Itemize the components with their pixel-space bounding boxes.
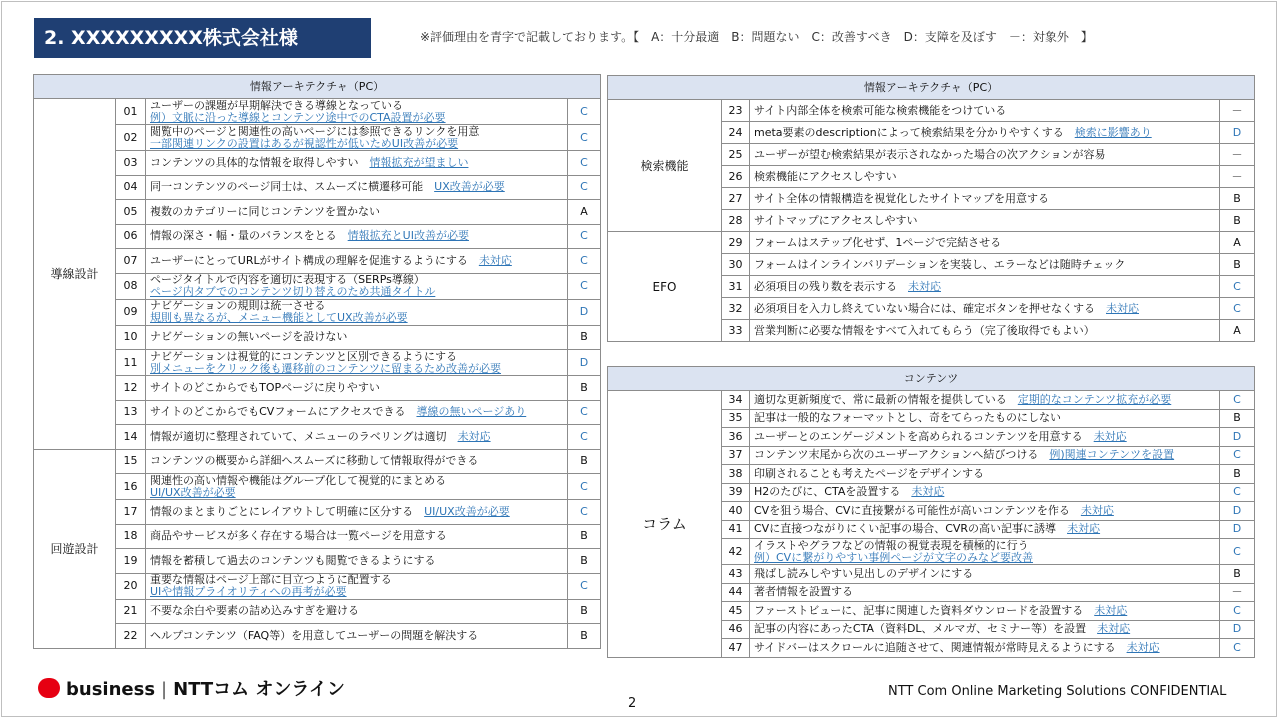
item-text: ユーザーが望む検索結果が表示されなかった場合の次アクションが容易 xyxy=(754,147,1106,161)
item-text-cell xyxy=(750,639,1220,658)
grade-cell: C xyxy=(1220,446,1255,465)
table-row xyxy=(34,99,601,125)
grade-cell: C xyxy=(1220,602,1255,621)
item-number: 05 xyxy=(116,200,146,225)
item-number: 34 xyxy=(722,391,750,410)
item-text: H2のたびに、CTAを設置する xyxy=(754,485,901,499)
item-text-cell xyxy=(146,99,568,125)
item-text-cell xyxy=(146,449,568,474)
evaluation-comment: 未対応 xyxy=(911,485,945,499)
grade-cell: D xyxy=(568,299,601,325)
item-text-cell xyxy=(750,602,1220,621)
item-text-cell xyxy=(750,188,1220,210)
item-text-cell xyxy=(146,125,568,151)
evaluation-comment: 未対応 xyxy=(1080,503,1114,517)
category-label: 導線設計 xyxy=(34,99,116,450)
item-text: サイトマップにアクセスしやすい xyxy=(754,213,918,227)
grade-cell: C xyxy=(568,175,601,200)
item-text-cell xyxy=(750,520,1220,539)
item-text: ユーザーにとってURLがサイト構成の理解を促進するようにする xyxy=(150,253,468,267)
table-row xyxy=(608,232,1255,254)
item-text-cell xyxy=(750,276,1220,298)
item-text-cell xyxy=(146,549,568,574)
evaluation-comment: 未対応 xyxy=(457,429,491,443)
grade-cell: C xyxy=(568,224,601,249)
table-header: 情報アーキテクチャ（PC） xyxy=(34,75,601,99)
grade-cell: C xyxy=(1220,298,1255,320)
item-text-cell xyxy=(750,166,1220,188)
logo-mark-icon xyxy=(38,678,60,698)
item-text-cell xyxy=(146,376,568,401)
item-text-cell xyxy=(750,502,1220,521)
item-number: 09 xyxy=(116,299,146,325)
item-text-cell xyxy=(146,249,568,274)
evaluation-comment: 未対応 xyxy=(1067,522,1101,536)
item-text-cell xyxy=(750,320,1220,342)
evaluation-comment: 例)関連コンテンツを設置 xyxy=(1049,448,1175,462)
grade-cell: B xyxy=(1220,188,1255,210)
item-text-cell xyxy=(146,350,568,376)
evaluation-comment: 情報拡充が望ましい xyxy=(369,155,469,169)
table-row xyxy=(34,376,601,401)
item-text: サイトのどこからでもTOPページに戻りやすい xyxy=(150,380,380,394)
table-row xyxy=(34,524,601,549)
item-text: コンテンツの概要から詳細へスムーズに移動して情報取得ができる xyxy=(150,454,479,468)
right-bottom-evaluation-table xyxy=(607,366,1255,658)
page-number: 2 xyxy=(628,696,637,711)
item-text-cell xyxy=(146,175,568,200)
item-text: CVに直接つながりにくい記事の場合、CVRの高い記事に誘導 xyxy=(754,522,1057,536)
item-text: コンテンツの具体的な情報を取得しやすい xyxy=(150,155,359,169)
item-text: 印刷されることも考えたページをデザインする xyxy=(754,466,985,480)
grade-cell: B xyxy=(1220,254,1255,276)
item-text-cell xyxy=(750,465,1220,484)
item-text: コンテンツ末尾から次のユーザーアクションへ結びつける xyxy=(754,448,1039,462)
table-row xyxy=(34,350,601,376)
item-number: 46 xyxy=(722,620,750,639)
evaluation-comment: UI/UX改善が必要 xyxy=(150,485,236,499)
evaluation-comment: 未対応 xyxy=(1126,640,1160,654)
item-number: 31 xyxy=(722,276,750,298)
grade-cell: D xyxy=(568,350,601,376)
evaluation-comment: 別メニューをクリック後も遷移前のコンテンツに留まるため改善が必要 xyxy=(150,361,502,375)
evaluation-comment: 例）CVに繋がりやすい事例ページが文字のみなど要改善 xyxy=(754,550,1033,564)
grade-cell: C xyxy=(1220,639,1255,658)
item-text-cell xyxy=(146,500,568,525)
table-row xyxy=(34,200,601,225)
table-header-row xyxy=(34,75,601,99)
item-number: 14 xyxy=(116,425,146,450)
item-text-cell xyxy=(146,200,568,225)
item-text-cell xyxy=(750,210,1220,232)
item-number: 01 xyxy=(116,99,146,125)
item-number: 13 xyxy=(116,400,146,425)
item-number: 23 xyxy=(722,100,750,122)
item-number: 25 xyxy=(722,144,750,166)
item-number: 24 xyxy=(722,122,750,144)
item-text-cell xyxy=(146,224,568,249)
item-number: 21 xyxy=(116,599,146,624)
item-text: ナビゲーションの無いページを設けない xyxy=(150,330,348,344)
grade-cell: B xyxy=(568,599,601,624)
grade-cell: B xyxy=(568,325,601,350)
item-number: 35 xyxy=(722,409,750,428)
evaluation-comment: UI/UX改善が必要 xyxy=(424,504,510,518)
item-text-cell xyxy=(750,122,1220,144)
item-number: 15 xyxy=(116,449,146,474)
item-text: 著者情報を設置する xyxy=(754,585,853,599)
item-text: 記事は一般的なフォーマットとし、奇をてらったものにしない xyxy=(754,411,1062,425)
grade-cell: C xyxy=(568,573,601,599)
item-number: 07 xyxy=(116,249,146,274)
logo-sub: NTTコム オンライン xyxy=(173,679,345,700)
table-row xyxy=(34,224,601,249)
item-text-cell xyxy=(750,100,1220,122)
item-number: 10 xyxy=(116,325,146,350)
item-text: 閲覧中のページと関連性の高いページには参照できるリンクを用意 xyxy=(150,124,480,138)
item-text-cell xyxy=(750,232,1220,254)
item-number: 30 xyxy=(722,254,750,276)
grade-cell: B xyxy=(1220,565,1255,584)
item-text-cell xyxy=(750,483,1220,502)
grade-cell: C xyxy=(568,400,601,425)
evaluation-comment: 定期的なコンテンツ拡充が必要 xyxy=(1017,392,1172,406)
item-text: ナビゲーションの規則は統一させる xyxy=(150,299,326,312)
item-number: 42 xyxy=(722,539,750,565)
item-text: ファーストビューに、記事に関連した資料ダウンロードを設置する xyxy=(754,603,1084,617)
item-text: サイドバーはスクロールに追随させて、関連情報が常時見えるようにする xyxy=(754,640,1116,654)
item-number: 04 xyxy=(116,175,146,200)
grade-cell: C xyxy=(568,125,601,151)
item-text-cell xyxy=(146,573,568,599)
item-number: 02 xyxy=(116,125,146,151)
item-number: 45 xyxy=(722,602,750,621)
grade-cell: C xyxy=(568,500,601,525)
item-text: 同一コンテンツのページ同士は、スムーズに横遷移可能 xyxy=(150,180,424,194)
item-text-cell xyxy=(750,583,1220,602)
company-logo: business | NTTコム オンライン xyxy=(38,675,345,701)
item-text-cell xyxy=(146,624,568,649)
grade-cell: D xyxy=(1220,428,1255,447)
table-row xyxy=(34,400,601,425)
item-text: フォームはインラインバリデーションを実装し、エラーなどは随時チェック xyxy=(754,257,1126,271)
item-text: 必須項目を入力し終えていない場合には、確定ボタンを押せなくする xyxy=(754,301,1095,315)
item-text: 不要な余白や要素の詰め込みすぎを避ける xyxy=(150,604,359,618)
item-text: 情報の深さ・幅・量のバランスをとる xyxy=(150,229,337,243)
grade-cell: C xyxy=(1220,391,1255,410)
evaluation-comment: 未対応 xyxy=(1106,301,1139,315)
table-row xyxy=(34,325,601,350)
evaluation-comment: 未対応 xyxy=(1093,429,1127,443)
grade-cell: C xyxy=(568,151,601,176)
item-text-cell xyxy=(146,299,568,325)
grade-cell: － xyxy=(1220,166,1255,188)
table-row xyxy=(34,449,601,474)
item-text-cell xyxy=(146,325,568,350)
grade-cell: C xyxy=(568,474,601,500)
right-top-evaluation-table xyxy=(607,75,1255,342)
item-text-cell xyxy=(146,524,568,549)
table-row xyxy=(34,474,601,500)
item-number: 19 xyxy=(116,549,146,574)
item-number: 43 xyxy=(722,565,750,584)
item-text-cell xyxy=(750,298,1220,320)
grade-cell: D xyxy=(1220,122,1255,144)
item-number: 47 xyxy=(722,639,750,658)
item-number: 33 xyxy=(722,320,750,342)
item-number: 38 xyxy=(722,465,750,484)
item-number: 03 xyxy=(116,151,146,176)
item-text: 商品やサービスが多く存在する場合は一覧ページを用意する xyxy=(150,529,447,543)
item-number: 40 xyxy=(722,502,750,521)
evaluation-comment: 一部関連リンクの設置はあるが視認性が低いためUI改善が必要 xyxy=(150,136,459,150)
table-row xyxy=(34,175,601,200)
item-number: 44 xyxy=(722,583,750,602)
item-text-cell xyxy=(146,599,568,624)
item-number: 06 xyxy=(116,224,146,249)
item-text: ナビゲーションは視覚的にコンテンツと区別できるようにする xyxy=(150,349,458,363)
item-text: ページタイトルで内容を適切に表現する（SERPs導線） xyxy=(150,273,425,286)
table-row xyxy=(34,299,601,325)
item-text-cell xyxy=(146,273,568,299)
item-text-cell xyxy=(146,425,568,450)
evaluation-comment: 導線の無いページあり xyxy=(416,405,527,419)
grade-cell: B xyxy=(568,549,601,574)
grade-cell: C xyxy=(568,99,601,125)
grade-cell: B xyxy=(1220,465,1255,484)
item-text-cell xyxy=(146,151,568,176)
table-row xyxy=(34,599,601,624)
item-text-cell xyxy=(750,409,1220,428)
evaluation-comment: 検索に影響あり xyxy=(1074,125,1152,139)
evaluation-comment: 例）文脈に沿った導線とコンテンツ途中でのCTA設置が必要 xyxy=(150,110,446,124)
table-row xyxy=(34,425,601,450)
grade-cell: C xyxy=(568,273,601,299)
grade-cell: A xyxy=(1220,320,1255,342)
table-row xyxy=(34,549,601,574)
grade-cell: A xyxy=(568,200,601,225)
evaluation-comment: ページ内タブでのコンテンツ切り替えのため共通タイトル xyxy=(150,285,436,298)
grade-cell: C xyxy=(568,425,601,450)
grade-cell: B xyxy=(1220,409,1255,428)
evaluation-comment: 情報拡充とUI改善が必要 xyxy=(347,229,469,243)
category-label: EFO xyxy=(608,232,722,342)
grade-cell: B xyxy=(568,524,601,549)
item-text: CVを狙う場合、CVに直接繋がる可能性が高いコンテンツを作る xyxy=(754,503,1070,517)
item-text: 飛ばし読みしやすい見出しのデザインにする xyxy=(754,566,974,580)
grade-cell: D xyxy=(1220,620,1255,639)
table-row xyxy=(608,100,1255,122)
item-number: 11 xyxy=(116,350,146,376)
item-text: サイト全体の情報構造を視覚化したサイトマップを用意する xyxy=(754,191,1050,205)
category-label: コラム xyxy=(608,391,722,658)
item-text: 営業判断に必要な情報をすべて入れてもらう（完了後取得でもよい） xyxy=(754,323,1095,337)
item-number: 16 xyxy=(116,474,146,500)
left-evaluation-table xyxy=(33,74,601,649)
evaluation-comment: 未対応 xyxy=(478,253,512,267)
item-text: ヘルプコンテンツ（FAQ等）を用意してユーザーの問題を解決する xyxy=(150,628,479,642)
evaluation-comment: UIや情報プライオリティへの再考が必要 xyxy=(150,585,347,598)
item-text: 情報が適切に整理されていて、メニューのラベリングは適切 xyxy=(150,429,447,443)
category-label: 検索機能 xyxy=(608,100,722,232)
item-text: サイト内部全体を検索可能な検索機能をつけている xyxy=(754,103,1007,117)
grade-cell: B xyxy=(568,376,601,401)
evaluation-comment: 未対応 xyxy=(908,279,941,293)
item-text-cell xyxy=(750,391,1220,410)
table-header-row xyxy=(608,76,1255,100)
item-text-cell xyxy=(146,474,568,500)
grade-cell: B xyxy=(1220,210,1255,232)
table-row xyxy=(34,573,601,599)
item-number: 32 xyxy=(722,298,750,320)
item-text: 重要な情報はページ上部に目立つように配置する xyxy=(150,573,392,586)
grade-cell: C xyxy=(1220,539,1255,565)
table-header: 情報アーキテクチャ（PC） xyxy=(608,76,1255,100)
item-text-cell xyxy=(750,428,1220,447)
item-text: 関連性の高い情報や機能はグループ化して視覚的にまとめる xyxy=(150,473,447,487)
item-text: 情報のまとまりごとにレイアウトして明確に区分する xyxy=(150,504,414,518)
item-number: 22 xyxy=(116,624,146,649)
item-text-cell xyxy=(750,565,1220,584)
grade-cell: A xyxy=(1220,232,1255,254)
page-title: 2. XXXXXXXXX株式会社様 xyxy=(34,18,371,58)
item-text: サイトのどこからでもCVフォームにアクセスできる xyxy=(150,405,406,419)
logo-word: business xyxy=(66,679,156,700)
confidential-notice: NTT Com Online Marketing Solutions CONFIDENTIAL xyxy=(888,684,1227,699)
item-number: 29 xyxy=(722,232,750,254)
grade-cell: － xyxy=(1220,583,1255,602)
item-number: 08 xyxy=(116,273,146,299)
item-number: 20 xyxy=(116,573,146,599)
item-number: 18 xyxy=(116,524,146,549)
item-text-cell xyxy=(750,144,1220,166)
item-text-cell xyxy=(146,400,568,425)
table-header-row xyxy=(608,367,1255,391)
evaluation-comment: UX改善が必要 xyxy=(434,180,505,194)
table-row xyxy=(34,249,601,274)
item-text-cell xyxy=(750,254,1220,276)
item-number: 26 xyxy=(722,166,750,188)
item-number: 39 xyxy=(722,483,750,502)
grade-cell: － xyxy=(1220,100,1255,122)
item-text-cell xyxy=(750,539,1220,565)
table-row xyxy=(34,125,601,151)
grade-legend: ※評価理由を青字で記載しております。【 A：十分最適 B：問題ない C：改善すべき D：支障を及ぼす －：対象外 】 xyxy=(420,30,1093,44)
item-text: ユーザーとのエンゲージメントを高められるコンテンツを用意する xyxy=(754,429,1083,443)
item-text: 複数のカテゴリーに同じコンテンツを置かない xyxy=(150,204,381,218)
grade-cell: B xyxy=(568,624,601,649)
table-row xyxy=(608,391,1255,410)
grade-cell: B xyxy=(568,449,601,474)
item-text: フォームはステップ化せず、1ページで完結させる xyxy=(754,235,1002,249)
grade-cell: － xyxy=(1220,144,1255,166)
table-row xyxy=(34,151,601,176)
item-number: 27 xyxy=(722,188,750,210)
item-text: meta要素のdescriptionによって検索結果を分かりやすくする xyxy=(754,125,1064,139)
grade-cell: C xyxy=(568,249,601,274)
item-text-cell xyxy=(750,446,1220,465)
evaluation-comment: 未対応 xyxy=(1094,603,1128,617)
item-number: 28 xyxy=(722,210,750,232)
table-header: コンテンツ xyxy=(608,367,1255,391)
item-number: 41 xyxy=(722,520,750,539)
item-text: 記事の内容にあったCTA（資料DL、メルマガ、セミナー等）を設置 xyxy=(754,622,1087,636)
item-text: 検索機能にアクセスしやすい xyxy=(754,169,897,183)
item-number: 37 xyxy=(722,446,750,465)
evaluation-comment: 規則も異なるが、メニュー機能としてUX改善が必要 xyxy=(150,311,408,324)
table-row xyxy=(34,273,601,299)
grade-cell: D xyxy=(1220,502,1255,521)
grade-cell: D xyxy=(1220,520,1255,539)
evaluation-comment: 未対応 xyxy=(1097,622,1131,636)
item-number: 36 xyxy=(722,428,750,447)
item-number: 12 xyxy=(116,376,146,401)
item-text: イラストやグラフなどの情報の視覚表現を積極的に行う xyxy=(754,538,1029,552)
grade-cell: C xyxy=(1220,276,1255,298)
grade-cell: C xyxy=(1220,483,1255,502)
table-row xyxy=(34,500,601,525)
item-number: 17 xyxy=(116,500,146,525)
item-text-cell xyxy=(750,620,1220,639)
item-text: 適切な更新頻度で、常に最新の情報を提供している xyxy=(754,392,1007,406)
item-text: ユーザーの課題が早期解決できる導線となっている xyxy=(150,98,403,112)
table-row xyxy=(34,624,601,649)
item-text: 情報を蓄積して過去のコンテンツも閲覧できるようにする xyxy=(150,553,436,567)
category-label: 回遊設計 xyxy=(34,449,116,648)
item-text: 必須項目の残り数を表示する xyxy=(754,279,897,293)
